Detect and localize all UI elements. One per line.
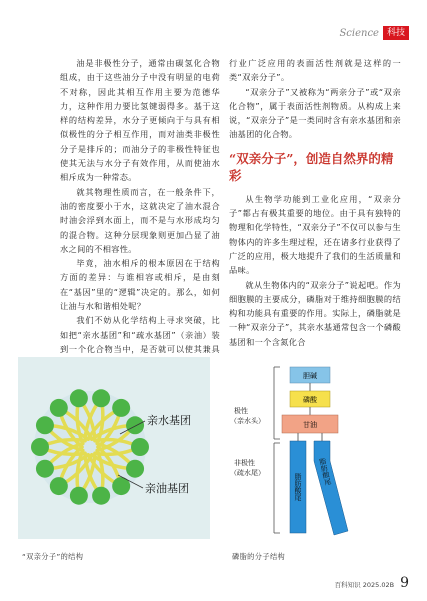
label-lipophilic-group: 亲油基团	[145, 482, 189, 495]
body-paragraph: 毕竟，油水相斥的根本原因在于结构方面的差异：与谁相容或相斥，是由刻在“基因”里的“逻辑”决定的。那么，如何让油与水和谐相处呢？	[60, 258, 220, 312]
phospholipid-figure	[230, 357, 410, 539]
hydrophilic-head	[92, 389, 110, 407]
hydrophilic-head	[112, 399, 130, 417]
page-header	[339, 26, 409, 40]
fatty-acid-tail-2	[314, 441, 348, 535]
body-paragraph: “双亲分子”又被称为“两亲分子”或“双亲化合物”，属于表面活性剂物质。从构成上来说，“双亲分子”是一类同时含有亲水基团和亲油基团的化合物。	[229, 86, 401, 140]
hydrophilic-head	[36, 460, 54, 478]
figure2-caption: 磷脂的分子结构	[232, 552, 286, 561]
hydrophilic-head	[50, 399, 68, 417]
body-paragraph: 我们不妨从化学结构上寻求突破，比如把“亲水基团”和“疏水基团”（亲油）装到一个化合物当中，是否就可以使其兼具	[60, 315, 220, 354]
polar-label: 极性	[234, 407, 248, 415]
body-paragraph: 就从生物体内的“双亲分子”说起吧。作为细胞膜的主要成分，磷脂对于维持细胞膜的结构和功能具有重要的作用。实际上，磷脂就是一种“双亲分子”，其亲水基通常包含一个磷酸基团和一个含氮化合	[229, 279, 401, 347]
hydrophilic-head	[70, 389, 88, 407]
choline-label: 胆碱	[303, 372, 317, 380]
page-footer	[335, 575, 409, 591]
hydrophilic-head	[36, 416, 54, 434]
hydrophilic-head	[31, 438, 49, 456]
phospholipid-diagram	[230, 357, 410, 539]
polar-sublabel: （亲水头）	[230, 417, 265, 425]
section-heading: “双亲分子”，创造自然界的精彩	[229, 150, 394, 183]
hydrophilic-head	[131, 438, 149, 456]
page-number: 9	[400, 575, 409, 591]
hydrophilic-head	[70, 487, 88, 505]
left-column	[60, 56, 220, 371]
body-paragraph: 从生物学功能到工业化应用，“双亲分子”都占有极其重要的地位。由于具有独特的物理和化学特性，“双亲分子”不仅可以参与生物体内的许多生理过程，还在诸多行业获得了广泛的应用，极大地提升了我们的生活质量和品味。	[229, 193, 401, 276]
phosphate-label: 磷酸	[303, 396, 317, 404]
fatty-acid-label-1: 脂肪酸尾	[294, 473, 302, 501]
label-hydrophilic-group: 亲水基团	[147, 414, 191, 427]
journal-issue: 百科知识 2025.02B	[334, 581, 395, 589]
hydrophilic-head	[92, 487, 110, 505]
body-paragraph: 油是非极性分子，通常由碳氢化合物组成，由于这些油分子中没有明显的电荷不对称，因此其相互作用主要为范德华力，这种作用力要比氢键弱得多。基于这样的结构差异，水分子更倾向于与具有相似极性的分子相互作用，而对油类非极性分子是排斥的；而油分子的非极性特征也使其无法与水分子有效作用，从而使油水相斥成为一种常态。	[60, 58, 220, 183]
hydrophilic-head	[126, 416, 144, 434]
right-column	[229, 56, 401, 349]
section-name: Science	[339, 27, 379, 39]
amphiphile-figure	[18, 357, 210, 539]
nonpolar-sublabel: （疏水尾）	[230, 469, 265, 477]
body-paragraph: 行业广泛应用的表面活性剂就是这样的一类“双亲分子”。	[229, 58, 401, 83]
glycerol-label: 甘油	[303, 421, 317, 429]
hydrophilic-head	[126, 460, 144, 478]
figure1-caption: “双亲分子”的结构	[22, 552, 84, 561]
section-tag: 科技	[383, 26, 409, 40]
micelle-diagram	[18, 357, 210, 539]
hydrophilic-head	[50, 477, 68, 495]
fatty-acid-label-2: 脂肪酸尾	[317, 456, 333, 487]
body-paragraph: 就其物理性质而言，在一般条件下，油的密度要小于水，这就决定了油水混合时油会浮到水面上，而不是与水形成均匀的混合物。这种分层现象则更加凸显了油水之间的不相容性。	[60, 186, 220, 254]
nonpolar-label: 非极性	[234, 459, 255, 467]
